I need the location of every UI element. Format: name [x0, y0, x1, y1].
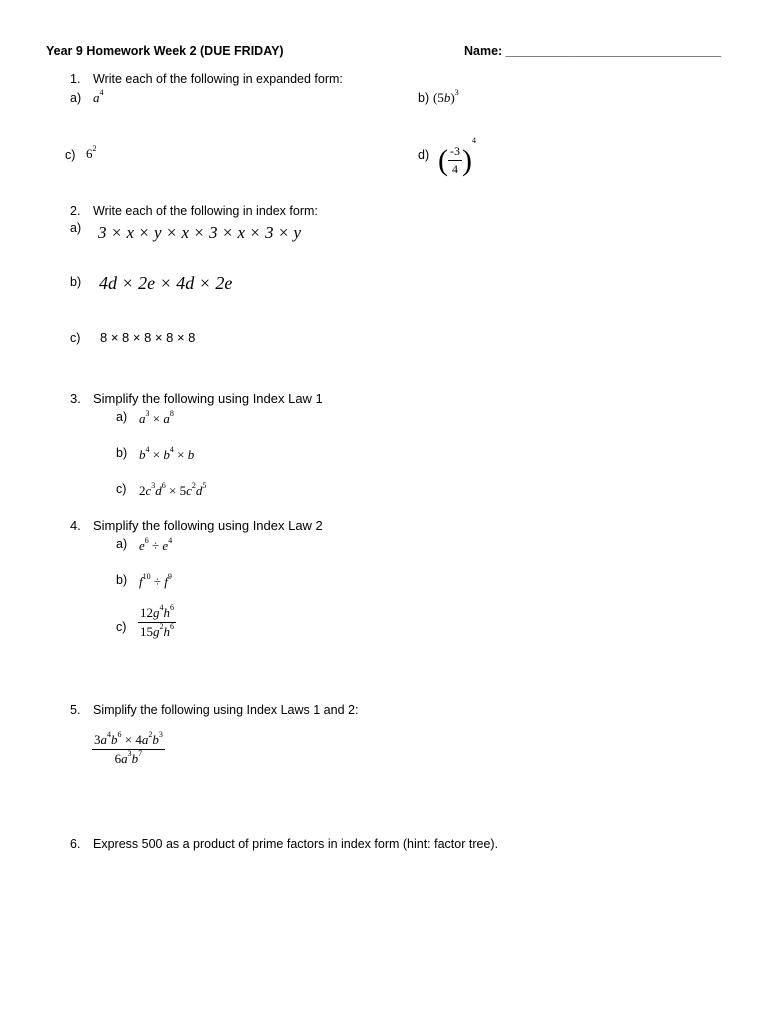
- q4a-label: a): [116, 537, 128, 551]
- q5-text: Simplify the following using Index Laws 1 and 2:: [93, 703, 359, 717]
- q4-text: Simplify the following using Index Law 2: [93, 518, 323, 533]
- q1a-label: a): [70, 91, 82, 105]
- q3-text: Simplify the following using Index Law 1: [93, 391, 323, 406]
- q2a-expression: 3 × x × y × x × 3 × x × 3 × y: [98, 223, 302, 242]
- q4b-expression: $f^{10} \div f^9$: [139, 572, 172, 589]
- q1a-expression: $a^4$: [93, 88, 104, 105]
- q5-expression: $\frac{3a^4b^6 \times 4a^2b^3}{6a^3b^7}$: [94, 730, 163, 766]
- q6-text: Express 500 as a product of prime factors in index form (hint: factor tree).: [93, 837, 499, 851]
- q3-number: 3.: [70, 391, 81, 406]
- q4a-expression: $e^6 \div e^4$: [139, 536, 173, 553]
- q6-number: 6.: [70, 837, 81, 851]
- q2-number: 2.: [70, 204, 81, 218]
- q3b-label: b): [116, 446, 128, 460]
- name-field-label: Name: _______________________________: [464, 44, 722, 58]
- q1-number: 1.: [70, 72, 81, 86]
- q1d-label: d): [418, 148, 430, 162]
- q1b-expression: $(5b)^3$: [433, 88, 459, 105]
- q5-number: 5.: [70, 703, 81, 717]
- worksheet-title: Year 9 Homework Week 2 (DUE FRIDAY): [46, 44, 284, 58]
- q4c-label: c): [116, 620, 127, 634]
- q2c-expression: 8 × 8 × 8 × 8 × 8: [100, 330, 196, 345]
- q2b-expression: 4d × 2e × 4d × 2e: [99, 273, 233, 293]
- q3a-expression: $a^3 \times a^8$: [139, 409, 174, 426]
- q2-text: Write each of the following in index form:: [93, 204, 318, 218]
- q1-text: Write each of the following in expanded form:: [93, 72, 343, 86]
- q1c-expression: $6^2$: [86, 144, 97, 161]
- q3a-label: a): [116, 410, 128, 424]
- q3c-label: c): [116, 482, 127, 496]
- q3b-expression: $b^4 \times b^4 \times b$: [139, 445, 195, 462]
- q3c-expression: $2c^3d^6 \times 5c^2d^5$: [139, 481, 207, 498]
- q4c-expression: $\frac{12g^4h^6}{15g^2h^6}$: [140, 603, 174, 639]
- q1c-label: c): [65, 148, 76, 162]
- q1b-label: b): [418, 91, 430, 105]
- q2c-label: c): [70, 331, 81, 345]
- q4b-label: b): [116, 573, 128, 587]
- q2b-label: b): [70, 275, 82, 289]
- q2a-label: a): [70, 221, 82, 235]
- q1d-expression: ( $\frac{-3}{4}$ )$^4$: [438, 136, 476, 177]
- q4-number: 4.: [70, 518, 81, 533]
